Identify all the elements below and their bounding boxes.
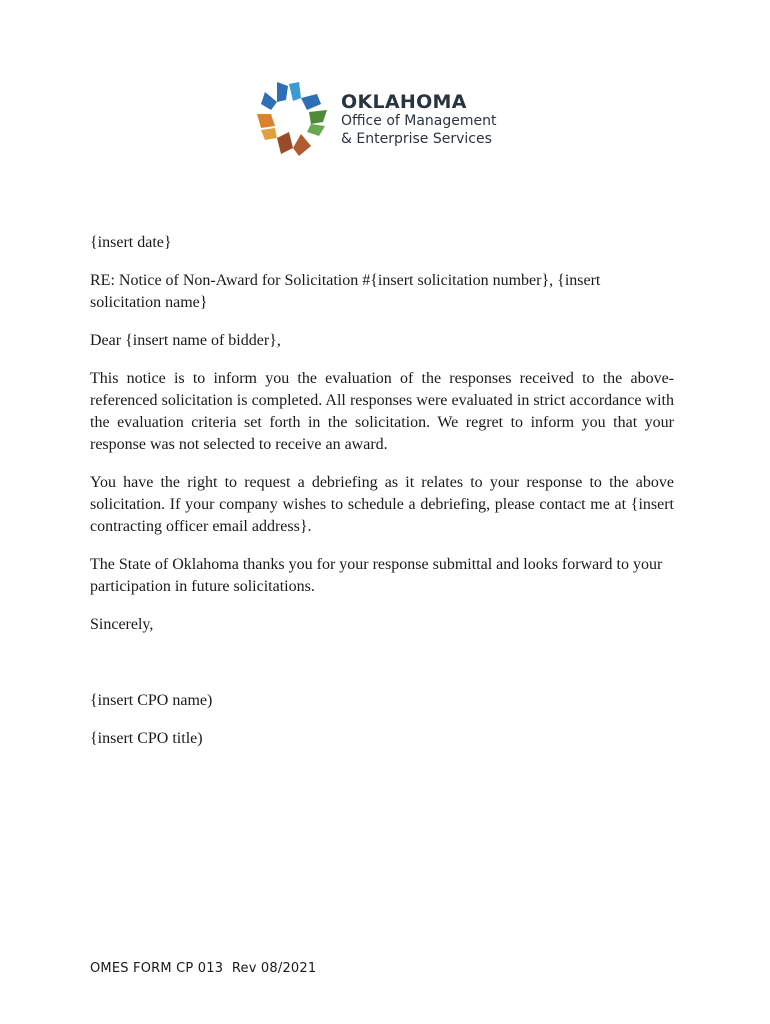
cpo-name: {insert CPO name) bbox=[90, 692, 213, 709]
letter-body bbox=[90, 232, 674, 750]
letter-paragraph-1: This notice is to inform you the evaluation of the responses received to the above-referenced solicitation is completed. All responses were evaluated in strict accordance with the evaluation criteria set forth in the solicitation. We regret to inform you that your response was not selected to receive an award. bbox=[90, 370, 674, 453]
letter-closing: Sincerely, bbox=[90, 616, 154, 633]
letter-re-line: RE: Notice of Non-Award for Solicitation #{insert solicitation number}, {insert solicitation name} bbox=[90, 272, 601, 311]
logo-state-name: OKLAHOMA bbox=[341, 91, 467, 113]
logo-line-1: Office of Management bbox=[341, 113, 497, 129]
letter-date: {insert date} bbox=[90, 234, 172, 251]
logo-text bbox=[341, 92, 496, 148]
logo-line-2: & Enterprise Services bbox=[341, 131, 492, 147]
cpo-title: {insert CPO title) bbox=[90, 730, 203, 747]
letter-paragraph-2: You have the right to request a debriefing as it relates to your response to the above solicitation. If your company wishes to schedule a debriefing, please contact me at {insert contracting officer email address}. bbox=[90, 474, 674, 535]
oklahoma-star-icon bbox=[255, 80, 331, 158]
letter-salutation: Dear {insert name of bidder}, bbox=[90, 332, 281, 349]
letter-paragraph-3: The State of Oklahoma thanks you for your response submittal and looks forward to your participation in future solicitations. bbox=[90, 556, 663, 595]
omes-logo bbox=[255, 80, 525, 162]
form-footer: OMES FORM CP 013 Rev 08/2021 bbox=[90, 961, 317, 976]
